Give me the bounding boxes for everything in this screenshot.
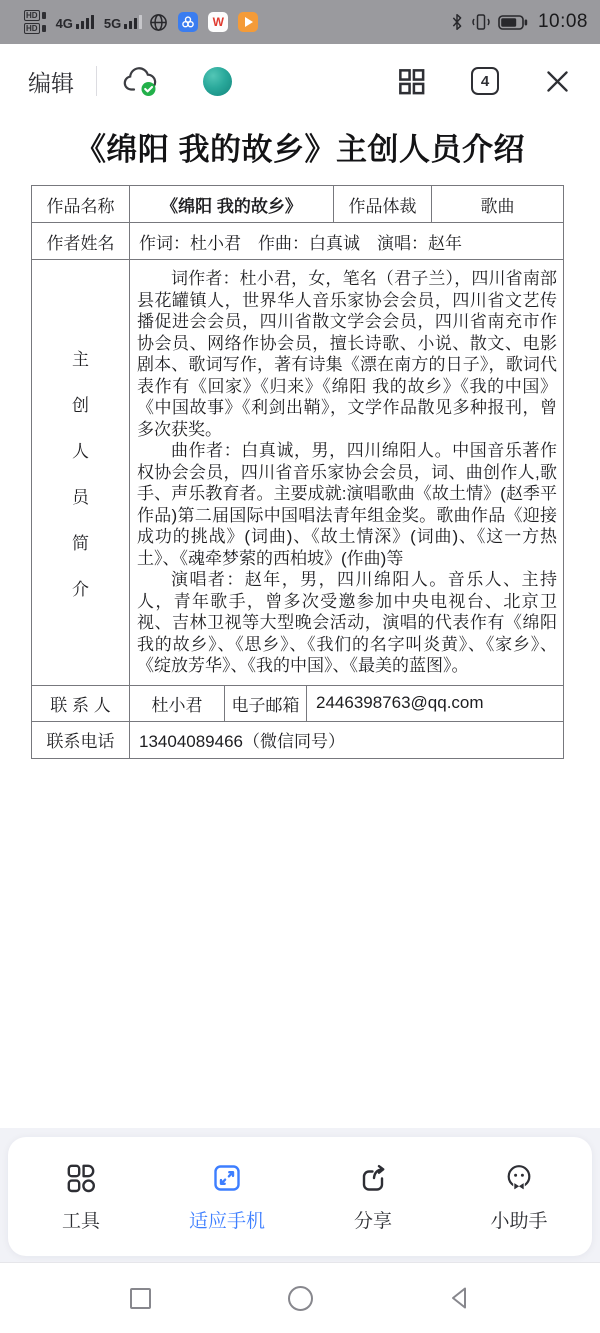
clock-time: 10:08 <box>537 11 588 32</box>
apps-grid-icon[interactable] <box>396 66 427 97</box>
recents-square-icon <box>130 1288 151 1309</box>
contact-value: 杜小君 <box>129 686 224 721</box>
hd-badge-sim2 <box>24 23 46 34</box>
tools-icon <box>64 1161 98 1195</box>
back-triangle-icon <box>447 1285 473 1311</box>
hd-badges <box>24 10 46 34</box>
status-bar <box>0 0 600 44</box>
table-row-work-name <box>32 186 563 222</box>
tab-count-button[interactable]: 4 <box>471 67 499 95</box>
back-button[interactable] <box>380 1285 540 1311</box>
home-circle-icon <box>288 1286 313 1311</box>
hd-badge-sim1 <box>24 10 46 21</box>
authors-value: 作词：杜小君 作曲：白真诚 演唱：赵年 <box>129 223 563 259</box>
paragraph-composer: 曲作者：白真诚，男，四川绵阳人。中国音乐著作权协会会员，四川省音乐家协会会员，词、曲创作人,歌手、声乐教育者。主要成就:演唱歌曲《故土情》(赵季平作品)第二届国际中国唱法青年组金奖。歌曲作品《迎接成功的挑战》(词曲)、《故土情深》(词曲)、《这一方热土》、《魂牵梦萦的西柏坡》(作曲)等 <box>137 441 557 568</box>
bottom-toolbar-card <box>8 1137 592 1256</box>
app-toolbar <box>0 44 600 118</box>
fit-phone-icon <box>210 1161 244 1195</box>
vibrate-icon <box>471 12 491 32</box>
table-row-authors <box>32 222 563 259</box>
signal-5g <box>104 15 142 30</box>
hd-icon: HD <box>26 11 38 20</box>
wps-app-icon: W <box>208 12 228 32</box>
email-value: 2446398763@qq.com <box>306 686 563 721</box>
hd-icon: HD <box>26 24 38 33</box>
globe-icon <box>149 13 168 32</box>
intro-paragraphs <box>129 260 563 685</box>
genre-value: 歌曲 <box>431 186 563 222</box>
app-notification-icon <box>178 12 198 32</box>
info-table <box>31 185 564 759</box>
phone-value: 13404089466（微信同号） <box>129 722 563 758</box>
work-name-header: 作品名称 <box>46 196 115 216</box>
genre-header: 作品体裁 <box>333 186 431 222</box>
close-icon[interactable] <box>543 67 572 96</box>
navigation-bar <box>0 1262 600 1333</box>
tools-label: 工具 <box>61 1210 100 1232</box>
table-row-phone <box>32 721 563 758</box>
intro-header-vertical: 主 创 人 员 简 介 <box>72 349 89 599</box>
share-icon <box>356 1161 390 1195</box>
authors-header: 作者姓名 <box>46 233 115 253</box>
document-title: 《绵阳 我的故乡》主创人员介绍 <box>74 132 526 167</box>
table-row-contact <box>32 685 563 721</box>
bluetooth-icon <box>450 12 464 32</box>
paragraph-lyricist: 词作者：杜小君，女，笔名（君子兰），四川省南部县花罐镇人，世界华人音乐家协会会员，四川省文艺传播促进会会员，四川省散文学会会员，四川省南充市作协会员、网络作协会员，擅长诗歌、小说、散文、电影剧本、歌词写作，著有诗集《漂在南方的日子》，歌词代表作有《回家》《归来》《绵阳 我的故乡》《我的中国》《中国故事》《利剑出鞘》，文学作品散见多种报刊，曾多次获奖。 <box>137 269 557 439</box>
assistant-icon <box>502 1161 536 1195</box>
paragraph-singer: 演唱者：赵年，男，四川绵阳人。音乐人、主持人，青年歌手，曾多次受邀参加中央电视台、北京卫视、吉林卫视等大型晚会活动，演唱的代表作有《绵阳 我的故乡》、《思乡》、《我们的名字叫炎黄》、《家乡》、《绽放芳华》、《我的中国》、《最美的蓝图》。 <box>137 570 557 675</box>
network-5g-label: 5G <box>103 15 122 31</box>
fit-phone-label: 适应手机 <box>188 1210 265 1232</box>
media-app-icon <box>238 12 258 32</box>
assistant-button[interactable] <box>446 1161 592 1233</box>
contact-header: 联 系 人 <box>50 695 111 715</box>
signal-bars-icon <box>124 15 142 30</box>
edit-button[interactable]: 编辑 <box>28 69 74 96</box>
fit-phone-button[interactable] <box>154 1161 300 1233</box>
email-header: 电子邮箱 <box>224 686 306 721</box>
globe-sphere-icon[interactable] <box>203 67 232 96</box>
network-4g-label: 4G <box>55 15 73 31</box>
phone-glyph-icon <box>42 12 46 19</box>
assistant-label: 小助手 <box>490 1210 548 1232</box>
phone-glyph-icon <box>42 25 46 32</box>
share-button[interactable] <box>300 1161 446 1233</box>
home-button[interactable] <box>220 1286 380 1311</box>
toolbar-divider <box>96 66 97 96</box>
recents-button[interactable] <box>60 1288 220 1309</box>
signal-4g <box>56 15 94 30</box>
work-name-value: 《绵阳 我的故乡》 <box>129 186 333 222</box>
signal-bars-icon <box>76 15 94 30</box>
phone-header: 联系电话 <box>46 732 115 751</box>
battery-icon <box>498 15 528 30</box>
share-label: 分享 <box>353 1210 392 1232</box>
tools-button[interactable] <box>8 1161 154 1233</box>
cloud-sync-icon[interactable] <box>121 64 161 98</box>
bottom-toolbar-band <box>0 1128 600 1262</box>
table-row-intro <box>32 259 563 685</box>
